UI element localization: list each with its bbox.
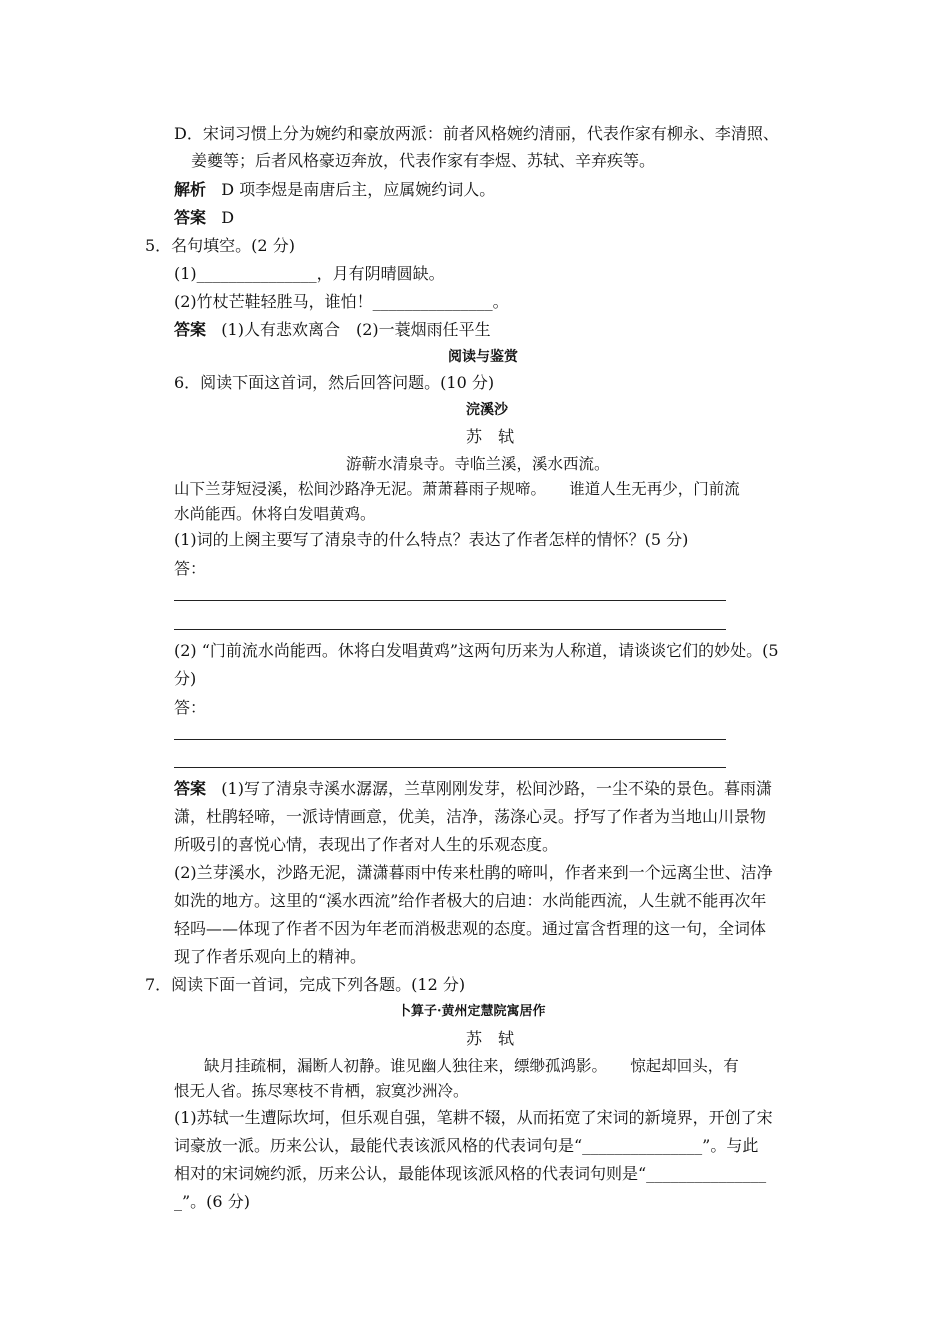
question-6-part-1: (1)词的上阕主要写了清泉寺的什么特点？表达了作者怎样的情怀？(5 分) bbox=[174, 530, 689, 549]
answer-prompt-2: 答： bbox=[174, 698, 207, 717]
answer-text: D bbox=[221, 208, 235, 227]
poem-2-line1: 缺月挂疏桐，漏断人初静。谁见幽人独往来，缥缈孤鸿影。 惊起却回头，有 bbox=[204, 1057, 739, 1075]
poem-1-preface: 游蕲水清泉寺。寺临兰溪，溪水西流。 bbox=[346, 455, 610, 473]
answer-label: 答案 bbox=[174, 320, 207, 339]
option-d-line1: D．宋词习惯上分为婉约和豪放两派：前者风格婉约清丽，代表作家有柳永、李清照、 bbox=[174, 124, 779, 143]
answer-line bbox=[174, 739, 726, 740]
answer-4 bbox=[174, 208, 234, 228]
question-7-part-1-line1: (1)苏轼一生遭际坎坷，但乐观自强，笔耕不辍，从而拓宽了宋词的新境界，开创了宋 bbox=[174, 1108, 773, 1127]
answer-6-line2: 潇，杜鹃轻啼，一派诗情画意，优美，洁净，荡涤心灵。抒写了作者为当地山川景物 bbox=[174, 807, 767, 826]
question-5-part-1: (1)_______________，月有阴晴圆缺。 bbox=[174, 264, 445, 283]
answer-6-line1 bbox=[174, 779, 772, 799]
question-7-part-1-line3: 相对的宋词婉约派，历来公认，最能体现该派风格的代表词句则是“_______________ bbox=[174, 1164, 767, 1183]
poem-2-author: 苏 轼 bbox=[466, 1029, 515, 1048]
analysis-text: D 项李煜是南唐后主，应属婉约词人。 bbox=[221, 180, 496, 199]
option-d-line2: 姜夔等；后者风格豪迈奔放，代表作家有李煜、苏轼、辛弃疾等。 bbox=[191, 151, 656, 170]
answer-text: (1)人有悲欢离合 (2)一蓑烟雨任平生 bbox=[221, 320, 491, 339]
analysis-label: 解析 bbox=[174, 180, 207, 199]
answer-line bbox=[174, 600, 726, 601]
answer-line bbox=[174, 767, 726, 768]
question-7-part-1-line2: 词豪放一派。历来公认，最能代表该派风格的代表词句是“_______________”。与此 bbox=[174, 1136, 759, 1155]
poem-1-title: 浣溪沙 bbox=[466, 402, 508, 418]
question-6: 6．阅读下面这首词，然后回答问题。(10 分) bbox=[174, 373, 495, 392]
answer-label: 答案 bbox=[174, 208, 207, 227]
question-6-part-2-line1: (2) “门前流水尚能西。休将白发唱黄鸡”这两句历来为人称道，请谈谈它们的妙处。(5 bbox=[174, 641, 779, 660]
poem-2-line2: 恨无人省。拣尽寒枝不肯栖，寂寞沙洲冷。 bbox=[174, 1082, 469, 1100]
answer-label: 答案 bbox=[174, 779, 207, 798]
question-7: 7．阅读下面一首词，完成下列各题。(12 分) bbox=[145, 975, 466, 994]
question-5: 5．名句填空。(2 分) bbox=[145, 236, 295, 255]
answer-text: (1)写了清泉寺溪水潺潺，兰草刚刚发芽，松间沙路，一尘不染的景色。暮雨潇 bbox=[221, 779, 772, 798]
question-5-part-2: (2)竹杖芒鞋轻胜马，谁怕！_______________。 bbox=[174, 292, 509, 311]
answer-prompt-1: 答： bbox=[174, 559, 207, 578]
section-heading: 阅读与鉴赏 bbox=[448, 349, 518, 365]
answer-6-part2-line1: (2)兰芽溪水，沙路无泥，潇潇暮雨中传来杜鹃的啼叫，作者来到一个远离尘世、洁净 bbox=[174, 863, 773, 882]
poem-1-line1: 山下兰芽短浸溪，松间沙路净无泥。萧萧暮雨子规啼。 谁道人生无再少，门前流 bbox=[174, 480, 740, 498]
answer-line bbox=[174, 629, 726, 630]
poem-1-author: 苏 轼 bbox=[466, 427, 515, 446]
poem-2-title: 卜算子·黄州定慧院寓居作 bbox=[398, 1004, 546, 1019]
answer-6-line3: 所吸引的喜悦心情，表现出了作者对人生的乐观态度。 bbox=[174, 835, 559, 854]
answer-5 bbox=[174, 320, 491, 340]
question-6-part-2-line2: 分) bbox=[174, 669, 197, 688]
poem-1-line2: 水尚能西。休将白发唱黄鸡。 bbox=[174, 505, 376, 523]
analysis bbox=[174, 180, 495, 200]
question-7-part-1-line4: _”。(6 分) bbox=[174, 1192, 250, 1211]
answer-6-part2-line3: 轻吗——体现了作者不因为年老而消极悲观的态度。通过富含哲理的这一句，全词体 bbox=[174, 919, 767, 938]
answer-6-part2-line4: 现了作者乐观向上的精神。 bbox=[174, 947, 367, 966]
answer-6-part2-line2: 如洗的地方。这里的“溪水西流”给作者极大的启迪：水尚能西流，人生就不能再次年 bbox=[174, 891, 767, 910]
